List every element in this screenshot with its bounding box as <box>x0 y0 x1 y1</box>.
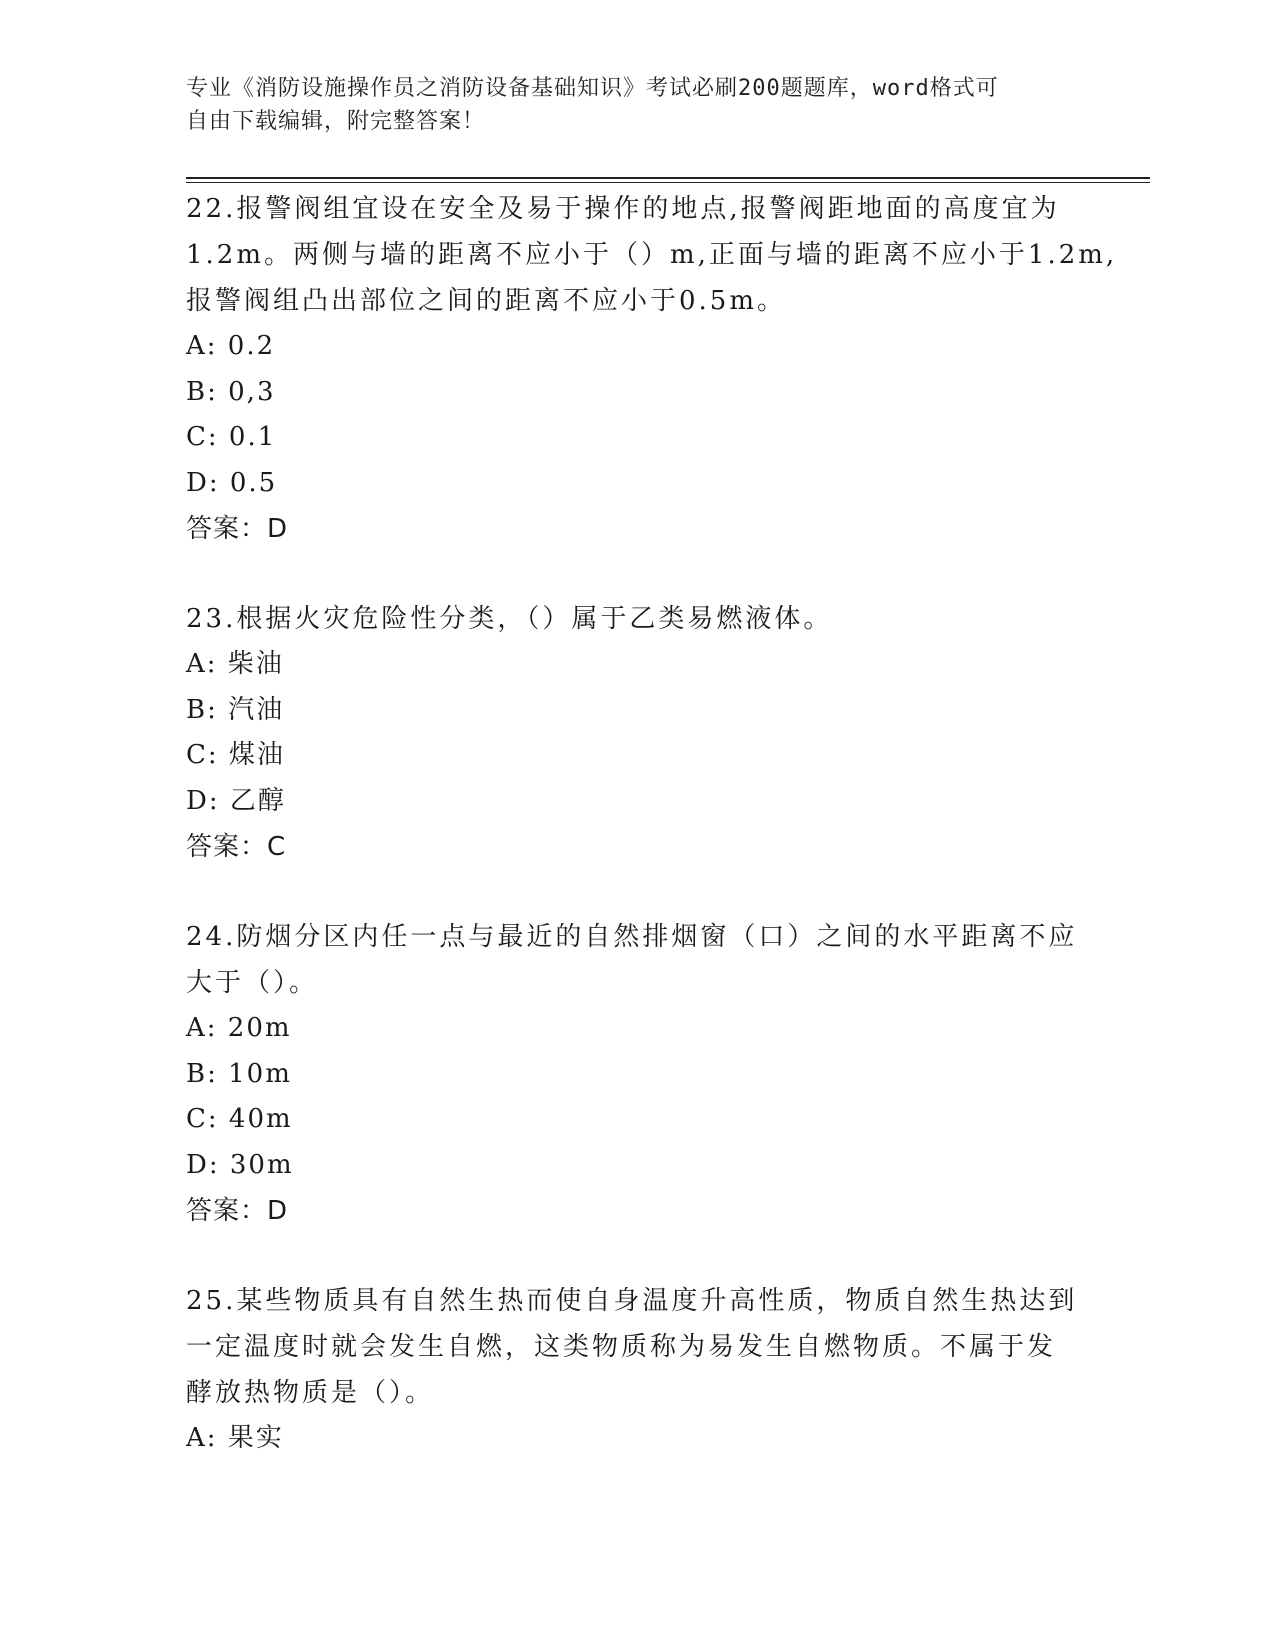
question-24 <box>186 914 1086 1234</box>
question-text-line: 一定温度时就会发生自燃，这类物质称为易发生自燃物质。不属于发 <box>186 1332 1057 1362</box>
header-title-line-2: 自由下载编辑，附完整答案！ <box>186 109 486 134</box>
spacer <box>186 870 1086 914</box>
header-divider-thin <box>186 182 1150 183</box>
question-text-line: 22.报警阀组宜设在安全及易于操作的地点,报警阀距地面的高度宜为 <box>186 194 1060 224</box>
answer-line: 答案：D <box>186 1196 289 1226</box>
question-list <box>186 186 1118 1462</box>
question-text-line: 酵放热物质是（）。 <box>186 1378 435 1408</box>
document-header <box>186 72 1066 138</box>
option-b: B: 10m <box>186 1058 292 1089</box>
header-divider-thick <box>186 177 1150 179</box>
option-a: A: 果实 <box>186 1423 284 1453</box>
question-text-line: 23.根据火灾危险性分类，（）属于乙类易燃液体。 <box>186 604 833 634</box>
question-22 <box>186 186 1118 552</box>
question-23 <box>186 596 1086 870</box>
header-title-line-1: 专业《消防设施操作员之消防设备基础知识》考试必刷200题题库，word格式可 <box>186 76 999 101</box>
option-c: C: 40m <box>186 1104 293 1134</box>
answer-line: 答案：C <box>186 832 287 862</box>
question-text-line: 报警阀组凸出部位之间的距离不应小于0.5m。 <box>186 286 787 316</box>
question-25 <box>186 1278 1086 1462</box>
question-text-line: 25.某些物质具有自然生热而使自身温度升高性质，物质自然生热达到 <box>186 1286 1078 1316</box>
spacer <box>186 1234 1086 1278</box>
option-a: A: 20m <box>186 1013 292 1043</box>
option-d: D: 0.5 <box>186 467 278 498</box>
question-text-line: 大于（）。 <box>186 968 319 998</box>
option-a: A: 柴油 <box>186 649 284 679</box>
option-c: C: 煤油 <box>186 740 285 770</box>
question-text-line: 24.防烟分区内任一点与最近的自然排烟窗（口）之间的水平距离不应 <box>186 922 1078 952</box>
option-b: B: 汽油 <box>186 694 285 725</box>
question-text-line: 1.2m。两侧与墙的距离不应小于（）m,正面与墙的距离不应小于1.2m, <box>186 240 1118 270</box>
option-b: B: 0,3 <box>186 376 276 407</box>
spacer <box>186 552 1086 596</box>
option-d: D: 30m <box>186 1149 294 1180</box>
option-a: A: 0.2 <box>186 331 276 361</box>
option-d: D: 乙醇 <box>186 785 286 816</box>
answer-line: 答案：D <box>186 514 289 544</box>
option-c: C: 0.1 <box>186 422 277 452</box>
